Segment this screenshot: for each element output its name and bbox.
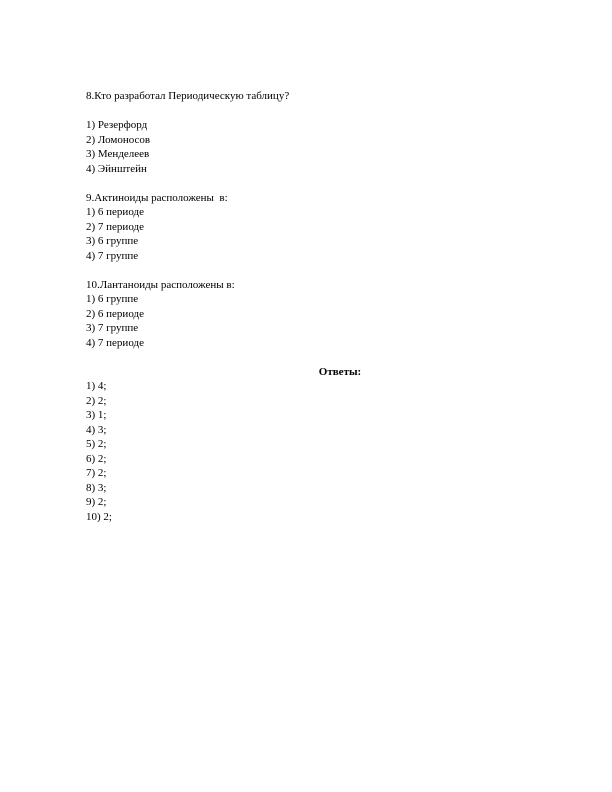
question-10 bbox=[86, 278, 526, 351]
answers-section bbox=[86, 365, 526, 525]
answer-item: 10) 2; bbox=[86, 510, 112, 523]
answer-item: 7) 2; bbox=[86, 467, 107, 479]
option: 3) 7 группе bbox=[86, 322, 139, 334]
option: 1) 6 группе bbox=[86, 293, 139, 305]
option: 4) Эйнштейн bbox=[86, 162, 147, 175]
option: 2) Ломоносов bbox=[86, 133, 151, 146]
answer-item: 3) 1; bbox=[86, 409, 107, 421]
page-content bbox=[86, 89, 526, 524]
option: 3) 6 группе bbox=[86, 235, 139, 247]
question-9 bbox=[86, 191, 526, 264]
question-title: 8.Кто разработал Периодическую таблицу? bbox=[86, 90, 290, 102]
answer-item: 9) 2; bbox=[86, 496, 107, 508]
answers-heading: Ответы: bbox=[318, 365, 362, 378]
option: 3) Менделеев bbox=[86, 148, 150, 160]
option: 1) Резерфорд bbox=[86, 119, 148, 131]
answer-item: 8) 3; bbox=[86, 481, 107, 494]
option: 1) 6 периоде bbox=[86, 206, 144, 218]
answer-item: 5) 2; bbox=[86, 438, 107, 450]
answer-item: 4) 3; bbox=[86, 423, 107, 436]
option: 4) 7 периоде bbox=[86, 336, 144, 349]
option: 4) 7 группе bbox=[86, 249, 139, 262]
answer-item: 2) 2; bbox=[86, 394, 107, 407]
question-8 bbox=[86, 89, 526, 176]
question-title: 10.Лантаноиды расположены в: bbox=[86, 278, 235, 291]
answer-item: 6) 2; bbox=[86, 452, 107, 465]
option: 2) 6 периоде bbox=[86, 307, 144, 320]
option: 2) 7 периоде bbox=[86, 220, 144, 233]
question-title: 9.Актиноиды расположены в: bbox=[86, 191, 228, 204]
answer-item: 1) 4; bbox=[86, 380, 107, 392]
